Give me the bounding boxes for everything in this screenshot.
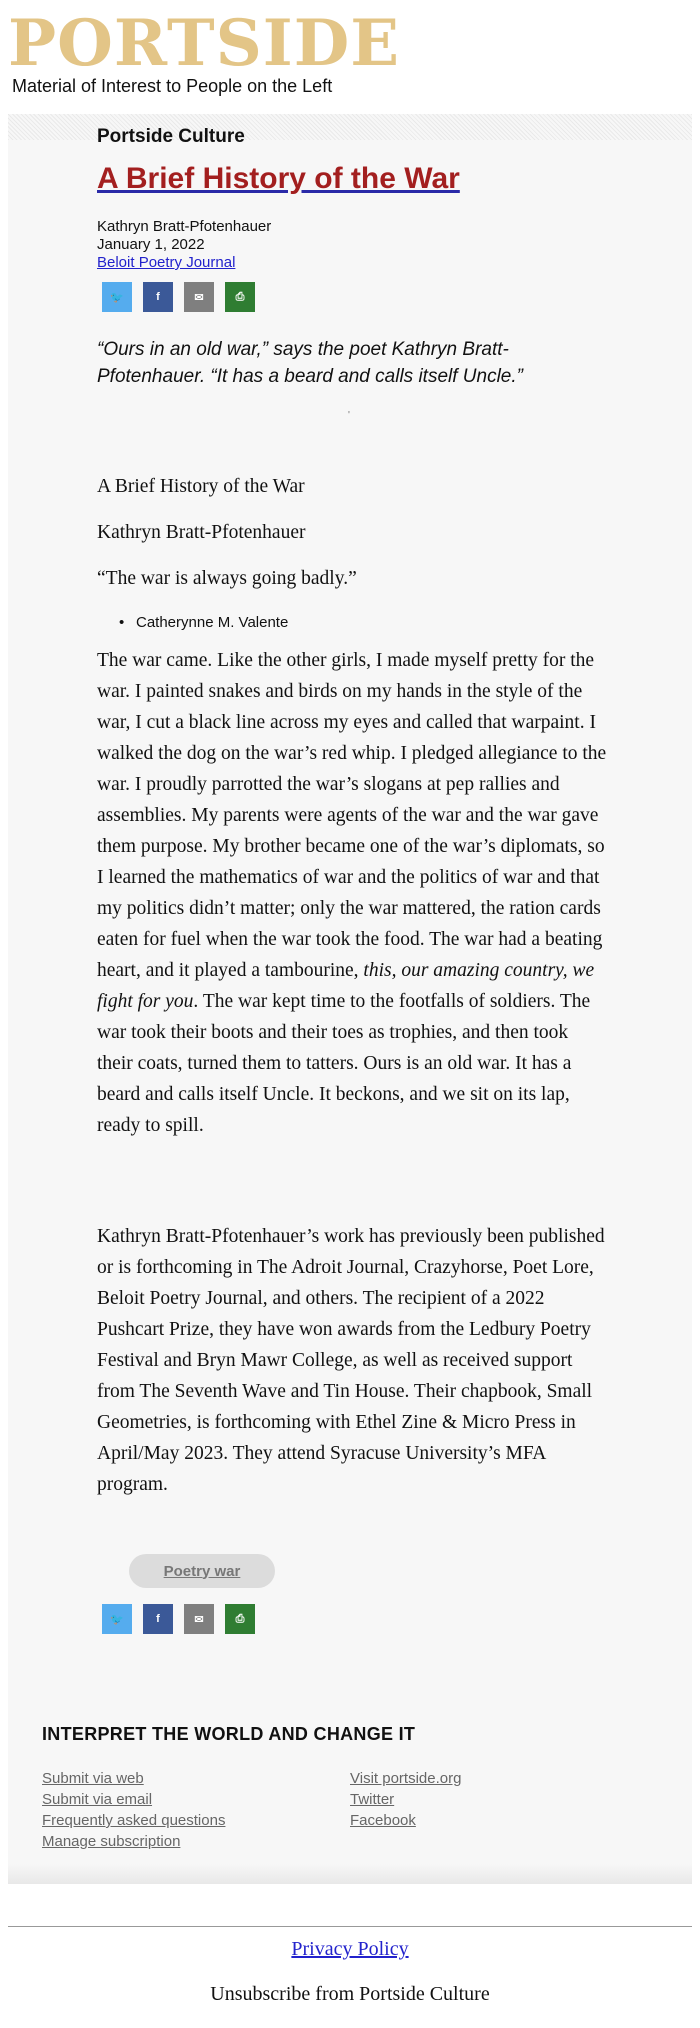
footer-links-left xyxy=(42,1768,225,1852)
poem-title: A Brief History of the War xyxy=(97,476,305,497)
twitter-icon: 🐦 xyxy=(110,1613,124,1626)
article-panel xyxy=(8,114,692,1884)
footer-links-right xyxy=(350,1768,461,1831)
twitter-share-button[interactable] xyxy=(102,1604,132,1634)
twitter-share-button[interactable] xyxy=(102,282,132,312)
share-bar-top xyxy=(102,282,255,312)
facebook-share-button[interactable] xyxy=(143,282,173,312)
email-icon: ✉ xyxy=(194,291,204,304)
portside-logo[interactable]: PORTSIDE xyxy=(8,6,400,81)
section-label: Portside Culture xyxy=(97,126,245,147)
tag-poetry-war[interactable]: Poetry war xyxy=(129,1554,275,1588)
date: January 1, 2022 xyxy=(97,236,205,253)
facebook-icon: f xyxy=(156,291,160,303)
author-bio: Kathryn Bratt-Pfotenhauer’s work has previously been published or is forthcoming in The Adroit Journal, Crazyhorse, Poet Lore, Beloit Poetry Journal, and others. The recipient of a 2022 Pushcart Prize, they have won awards from the Ledbury Poetry Festival and Bryn Mawr College, as well as received support from The Seventh Wave and Tin House. Their chapbook, Small Geometries, is forthcoming with Ethel Zine & Micro Press in April/May 2023. They attend Syracuse University’s MFA program. xyxy=(97,1226,605,1495)
visit-portside-link[interactable]: Visit portside.org xyxy=(350,1770,462,1787)
image-placeholder: ' xyxy=(348,410,350,421)
twitter-icon: 🐦 xyxy=(110,291,124,304)
epigraph-attribution: • Catherynne M. Valente xyxy=(136,614,288,631)
article-title[interactable]: A Brief History of the War xyxy=(97,162,460,195)
poem-body xyxy=(97,645,607,1141)
tagline: Material of Interest to People on the Left xyxy=(12,76,333,96)
print-button[interactable] xyxy=(225,282,255,312)
facebook-link[interactable]: Facebook xyxy=(350,1812,416,1829)
submit-web-link[interactable]: Submit via web xyxy=(42,1770,144,1787)
email-share-button[interactable] xyxy=(184,1604,214,1634)
twitter-link[interactable]: Twitter xyxy=(350,1791,395,1808)
author: Kathryn Bratt-Pfotenhauer xyxy=(97,218,272,235)
poem-body-part-1: The war came. Like the other girls, I made myself pretty for the war. I painted snakes and birds on my hands in the style of the war, I cut a black line across my eyes and called that warpaint. I walked the dog on the war’s red whip. I pledged allegiance to the war. I proudly parrotted the war’s slogans at pep rallies and assemblies. My parents were agents of the war and the war gave them purpose. My brother became one of the war’s diplomats, so I learned the mathematics of war and the politics of war and that my politics didn’t matter; only the war mattered, the ration cards eaten for fuel when the war took the food. The war had a beating heart, and it played a tambourine, xyxy=(97,650,607,981)
print-button[interactable] xyxy=(225,1604,255,1634)
masthead xyxy=(8,6,400,97)
poem-author: Kathryn Bratt-Pfotenhauer xyxy=(97,522,306,543)
facebook-share-button[interactable] xyxy=(143,1604,173,1634)
email-share-button[interactable] xyxy=(184,282,214,312)
article-meta xyxy=(97,218,271,272)
submit-email-link[interactable]: Submit via email xyxy=(42,1791,153,1808)
source-link[interactable]: Beloit Poetry Journal xyxy=(97,254,236,271)
panel-bottom-shade xyxy=(8,1864,692,1884)
share-bar-bottom xyxy=(102,1604,255,1634)
footer-title: INTERPRET THE WORLD AND CHANGE IT xyxy=(42,1724,416,1744)
unsubscribe-link[interactable]: Unsubscribe from Portside Culture xyxy=(210,1983,490,2005)
manage-subscription-link[interactable]: Manage subscription xyxy=(42,1833,181,1850)
privacy-policy-link[interactable]: Privacy Policy xyxy=(291,1938,409,1960)
facebook-icon: f xyxy=(156,1613,160,1625)
poem-body-part-2: . The war kept time to the footfalls of soldiers. The war took their boots and their toes as trophies, and then took their coats, turned them to tatters. Ours is an old war. It has a beard and calls itself Uncle. It beckons, and we sit on its lap, ready to spill. xyxy=(97,991,591,1136)
faq-link[interactable]: Frequently asked questions xyxy=(42,1812,226,1829)
print-icon: ⎙ xyxy=(235,290,245,303)
poem-body-italic: this, our amazing country, we fight for you xyxy=(97,960,595,1012)
email-icon: ✉ xyxy=(194,1613,204,1626)
epigraph: “The war is always going badly.” xyxy=(97,568,357,589)
print-icon: ⎙ xyxy=(235,1612,245,1625)
footer-divider xyxy=(8,1926,692,1927)
article-lede: “Ours in an old war,” says the poet Kathryn Bratt-Pfotenhauer. “It has a beard and calls itself Uncle.” xyxy=(97,339,523,387)
